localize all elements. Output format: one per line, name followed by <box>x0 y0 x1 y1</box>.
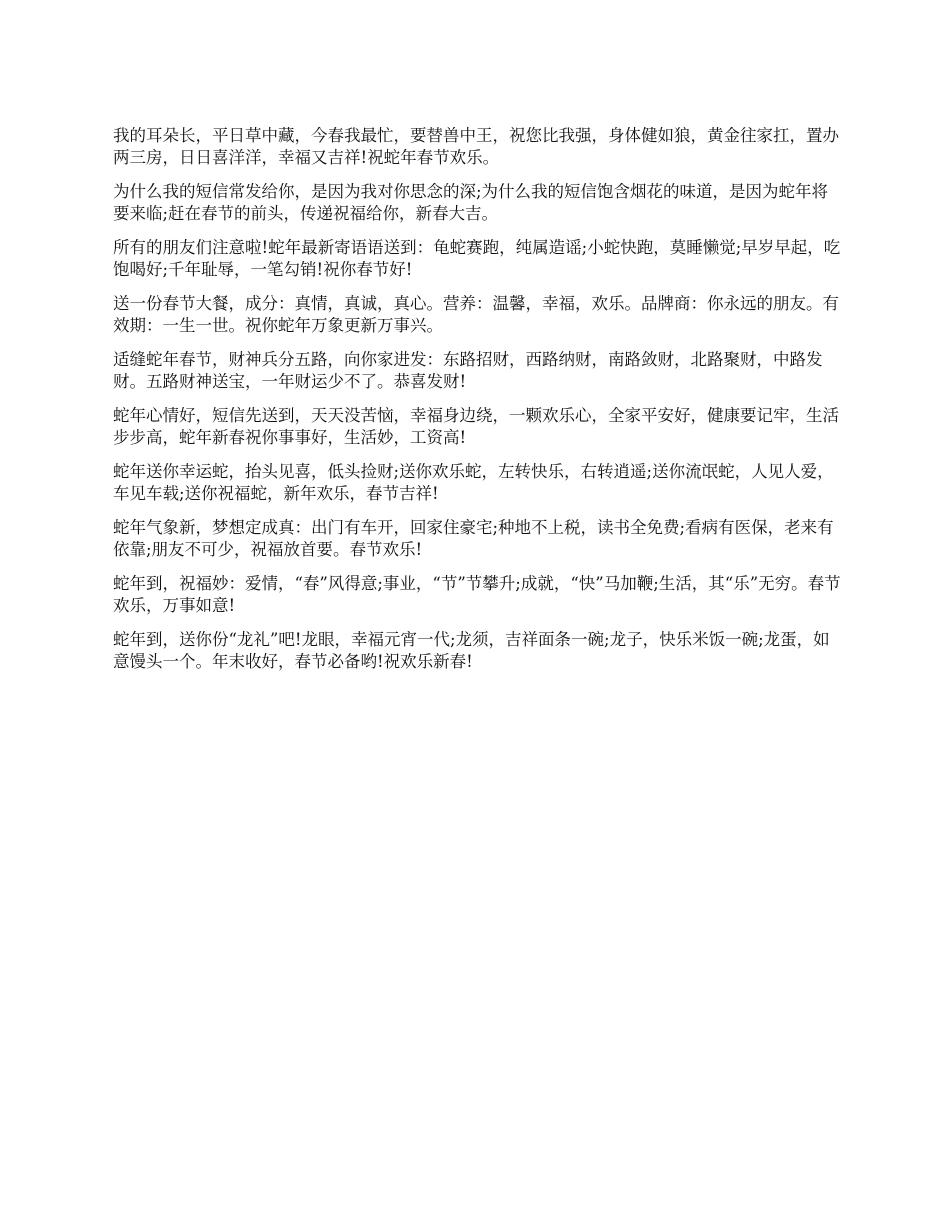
paragraph: 蛇年送你幸运蛇，抬头见喜，低头捡财;送你欢乐蛇，左转快乐，右转逍遥;送你流氓蛇，人见人爱，车见车载;送你祝福蛇，新年欢乐，春节吉祥! <box>113 462 834 503</box>
document-body <box>113 125 841 685</box>
paragraph: 送一份春节大餐，成分：真情，真诚，真心。营养：温馨，幸福，欢乐。品牌商：你永远的朋友。有效期：一生一世。祝你蛇年万象更新万事兴。 <box>113 294 839 335</box>
paragraph: 蛇年到，送你份“龙礼”吧!龙眼，幸福元宵一代;龙须，吉祥面条一碗;龙子，快乐米饭一碗;龙蛋，如意馒头一个。年末收好，春节必备哟!祝欢乐新春! <box>113 630 830 671</box>
paragraph: 所有的朋友们注意啦!蛇年最新寄语语送到：龟蛇赛跑，纯属造谣;小蛇快跑，莫睡懒觉;早岁早起，吃饱喝好;千年耻辱，一笔勾销!祝你春节好! <box>113 238 841 279</box>
paragraph: 我的耳朵长，平日草中藏，今春我最忙，要替兽中王，祝您比我强，身体健如狼，黄金往家扛，置办两三房，日日喜洋洋，幸福又吉祥!祝蛇年春节欢乐。 <box>113 126 839 167</box>
paragraph: 蛇年心情好，短信先送到，天天没苦恼，幸福身边绕，一颗欢乐心，全家平安好，健康要记牢，生活步步高，蛇年新春祝你事事好，生活妙，工资高! <box>113 406 839 447</box>
paragraph: 蛇年气象新，梦想定成真：出门有车开，回家住豪宅;种地不上税，读书全免费;看病有医保，老来有依靠;朋友不可少，祝福放首要。春节欢乐! <box>113 518 834 559</box>
paragraph: 为什么我的短信常发给你，是因为我对你思念的深;为什么我的短信饱含烟花的味道，是因为蛇年将要来临;赶在春节的前头，传递祝福给你，新春大吉。 <box>113 182 829 223</box>
paragraph: 蛇年到，祝福妙：爱情，“春”风得意;事业，“节”节攀升;成就，“快”马加鞭;生活，其“乐”无穷。春节欢乐，万事如意! <box>113 574 841 615</box>
paragraph: 适缝蛇年春节，财神兵分五路，向你家进发：东路招财，西路纳财，南路敛财，北路聚财，中路发财。五路财神送宝，一年财运少不了。恭喜发财! <box>113 350 823 391</box>
